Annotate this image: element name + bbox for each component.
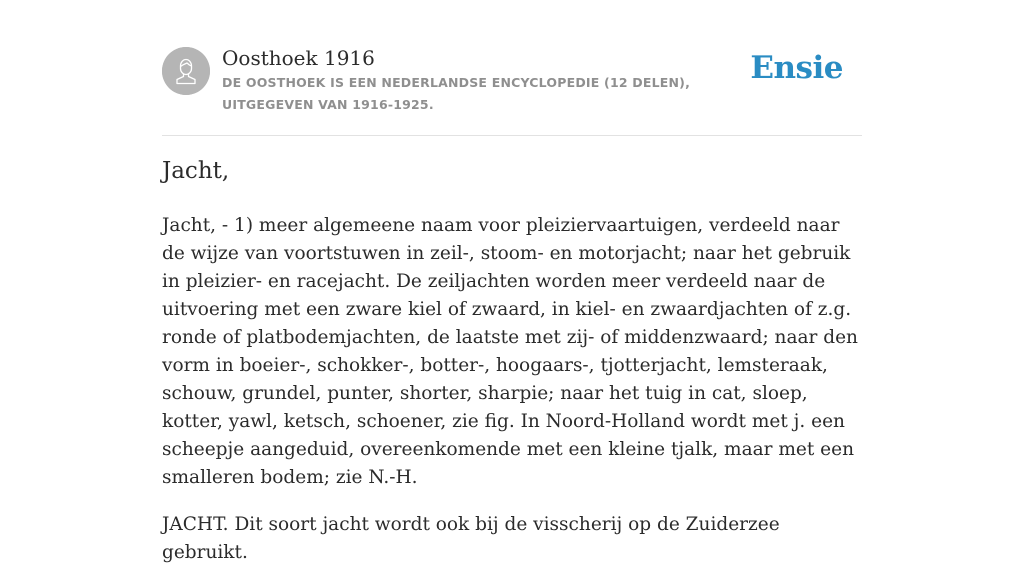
user-avatar-icon[interactable] [162,47,210,95]
entry-paragraph: JACHT. Dit soort jacht wordt ook bij de visscherij op de Zuiderzee gebruikt. [162,514,780,563]
entry-paragraph: Jacht, - 1) meer algemeene naam voor pleiziervaartuigen, verdeeld naar de wijze van voortstuwen in zeil-, stoom- en motorjacht; naar het gebruik in pleizier- en racejacht. De zeiljachten worden meer verdeeld naar de uitvoering met een zware kiel of zwaard, in kiel- en zwaardjachten of z.g. ronde of platbodemjachten, de laatste met zij- of middenzwaard; naar den vorm in boeier-, schokker-, botter-, hoogaars-, tjotterjacht, lemsteraak, schouw, grundel, punter, shorter, sharpie; naar het tuig in cat, sloep, kotter, yawl, ketsch, schoener, zie fig. In Noord-Holland wordt met j. een scheepje aangeduid, overeenkomende met een kleine tjalk, maar met een smalleren bodem; zie N.-H. [162,215,858,488]
entry-title: Jacht, [162,158,230,184]
source-header [162,45,862,135]
source-description: DE OOSTHOEK IS EEN NEDERLANDSE ENCYCLOPEDIE (12 DELEN), UITGEGEVEN VAN 1916-1925. [222,75,691,112]
header-divider [162,135,862,136]
brand-logo[interactable]: Ensie [750,50,843,86]
source-title[interactable]: Oosthoek 1916 [222,46,375,70]
entry-body [162,212,867,586]
